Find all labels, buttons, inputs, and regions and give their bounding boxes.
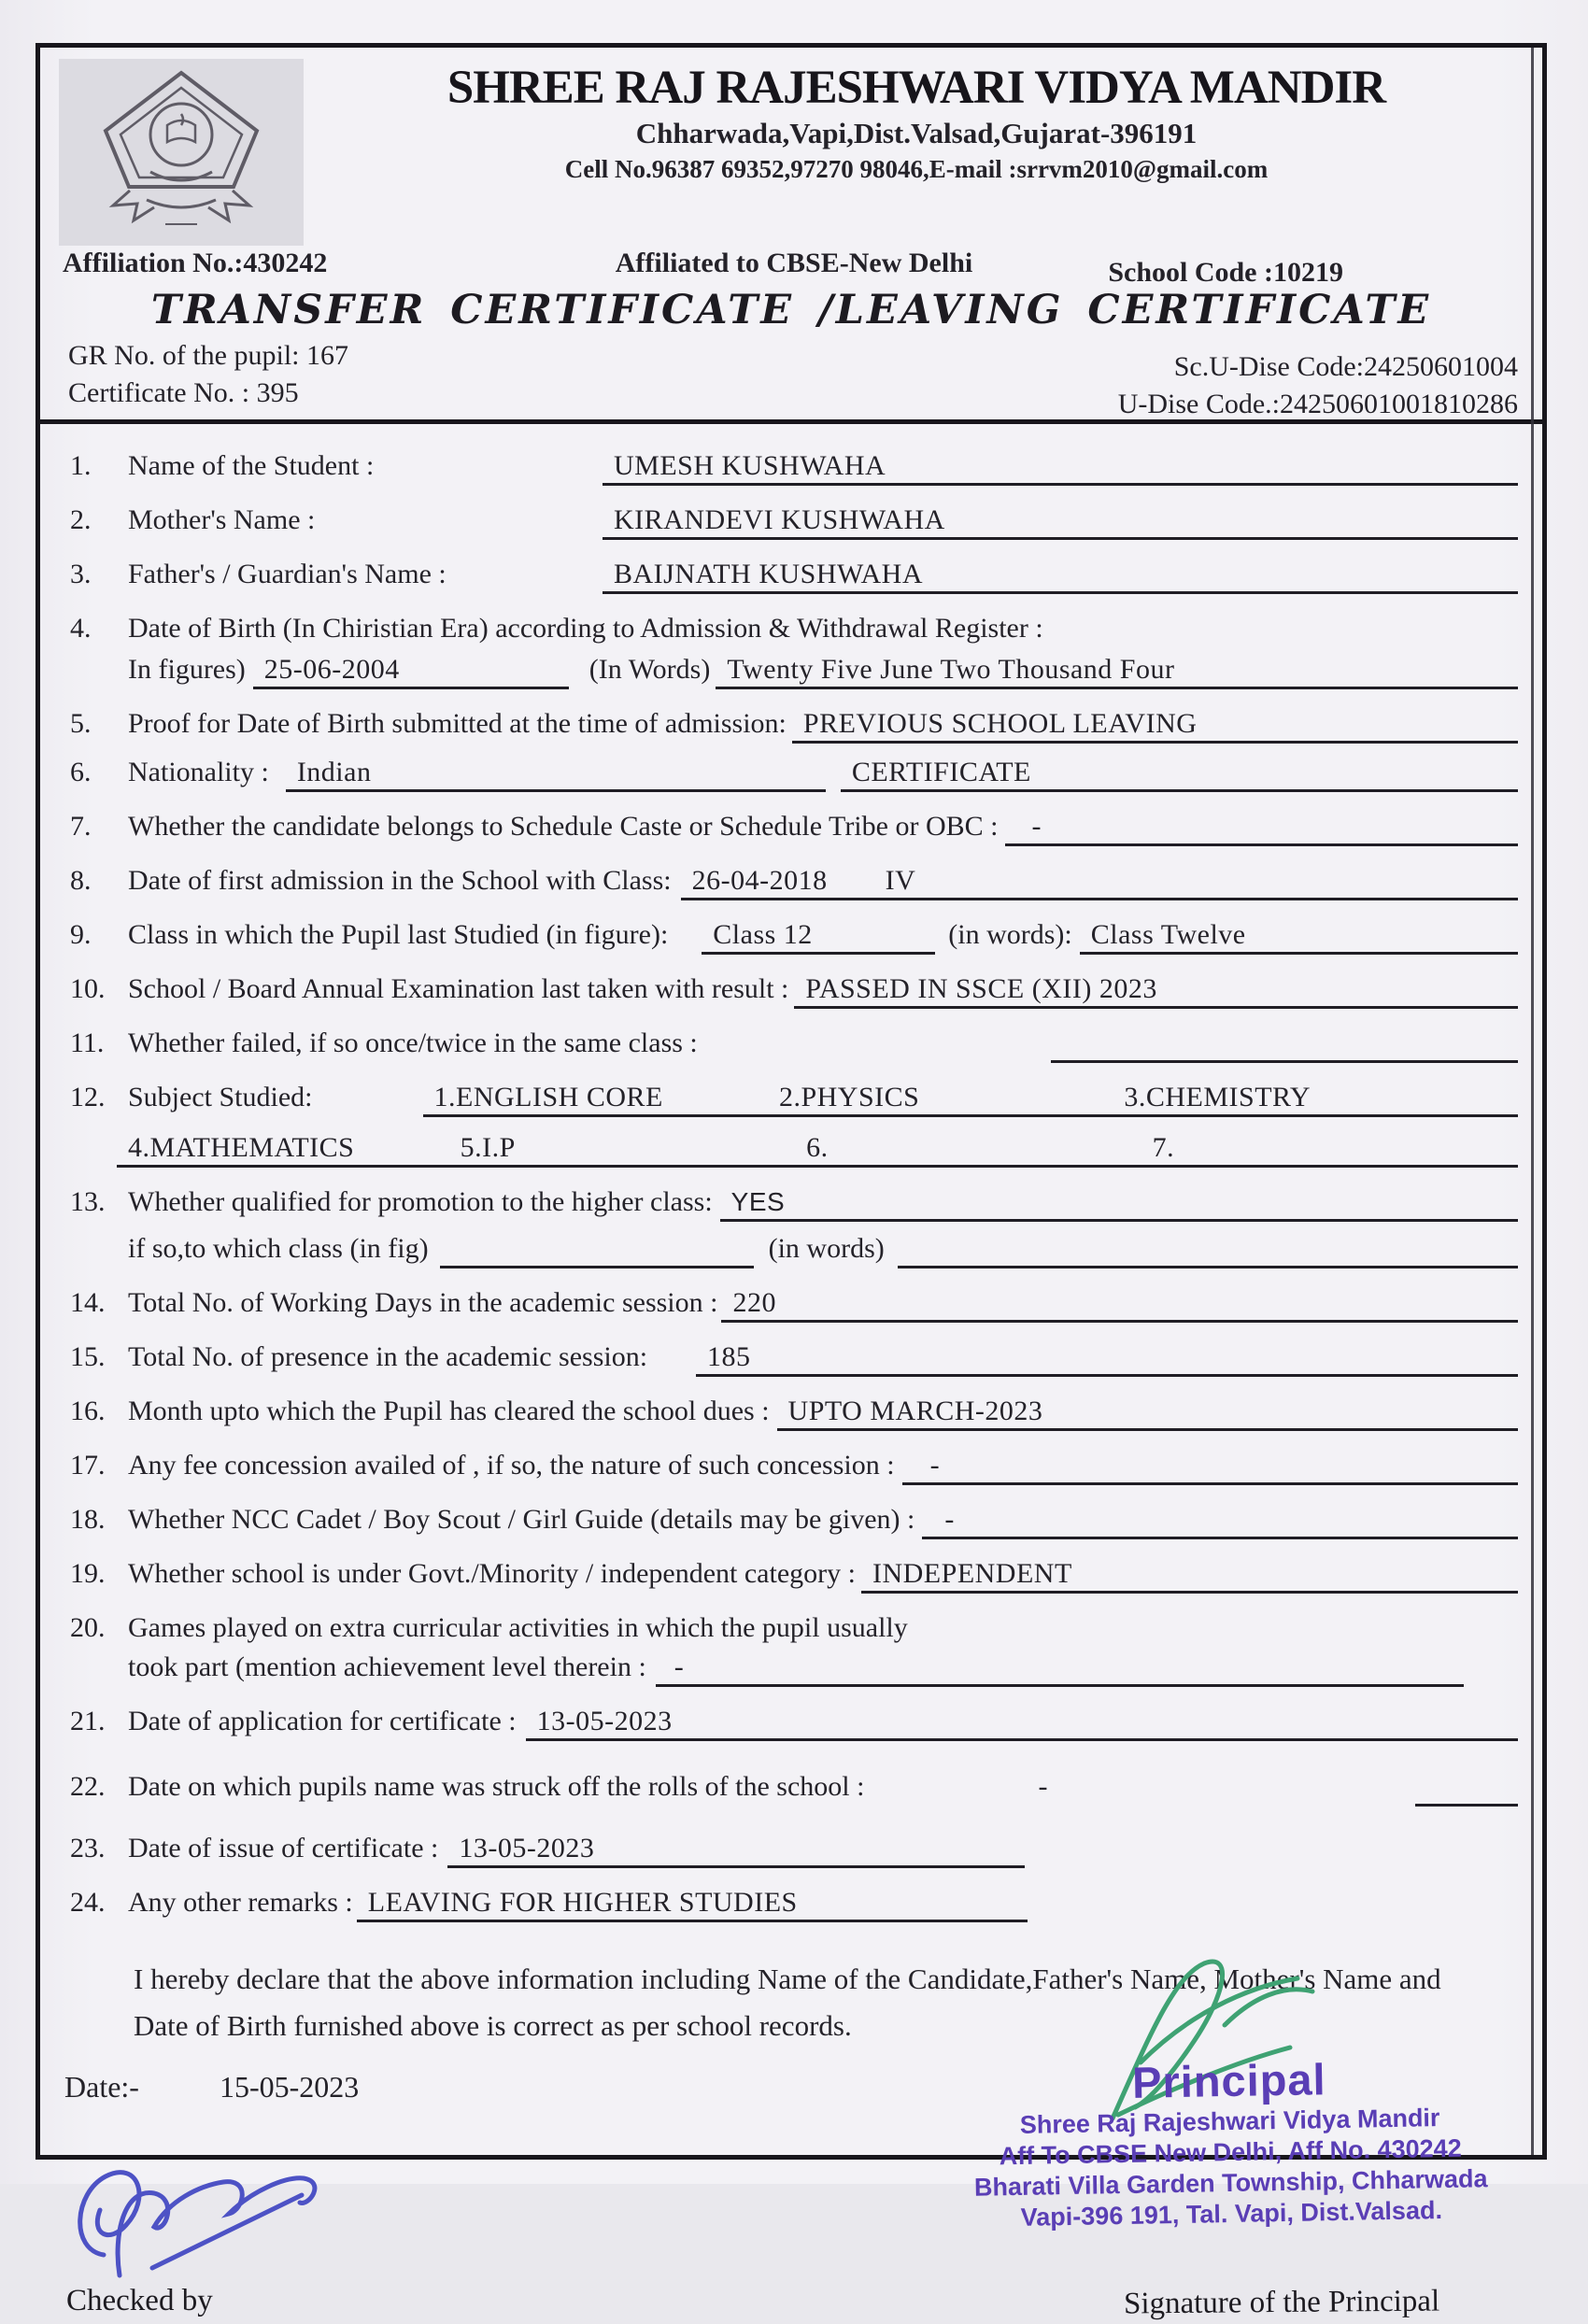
school-name: SHREE RAJ RAJESHWARI VIDYA MANDIR <box>447 62 1386 114</box>
udise-codes <box>1118 348 1518 423</box>
dob-proof-value: PREVIOUS SCHOOL LEAVING <box>802 708 1198 739</box>
field-underline <box>526 1706 1518 1741</box>
item-number: 7. <box>70 811 92 842</box>
field-struck-off-date <box>70 1771 1518 1807</box>
presence-days-value: 185 <box>707 1341 751 1372</box>
field-label: Date of Birth (In Chiristian Era) according to Admission & Withdrawal Register : <box>128 613 1043 644</box>
field-subjects-line1 <box>70 1082 1518 1117</box>
field-promotion-qualified <box>70 1186 1518 1222</box>
item-number: 20. <box>70 1612 106 1643</box>
struck-off-value: - <box>1038 1771 1048 1802</box>
field-underline <box>603 450 1518 486</box>
field-underline <box>447 1833 1025 1868</box>
field-underline <box>696 1341 1518 1377</box>
item-number: 8. <box>70 865 92 896</box>
field-sublabel: (In Words) <box>588 654 711 685</box>
sc-udise-code: Sc.U-Dise Code:24250601004 <box>1173 351 1518 382</box>
field-underline <box>702 919 935 955</box>
field-working-days <box>70 1287 1518 1323</box>
field-underline <box>253 654 569 689</box>
item-number: 5. <box>70 708 92 739</box>
stamp-affiliation: Aff To CBSE New Delhi, Aff No. 430242 <box>999 2133 1462 2171</box>
dob-figures-value: 25-06-2004 <box>263 654 400 685</box>
declaration-text: I hereby declare that the above information including Name of the Candidate,Father's Name, Mother's Name and Date of Birth furnished above is correct as per school records. <box>134 1963 1441 2042</box>
checker-signature <box>68 2145 376 2285</box>
school-address: Chharwada,Vapi,Dist.Valsad,Gujarat-396191 <box>635 117 1198 149</box>
field-application-date <box>70 1706 1518 1741</box>
promotion-value: YES <box>730 1187 786 1216</box>
field-label: Whether failed, if so once/twice in the same class : <box>128 1027 698 1058</box>
field-underline <box>1005 811 1518 846</box>
item-number: 4. <box>70 613 92 644</box>
field-date-of-birth <box>70 613 1518 648</box>
field-label: Mother's Name : <box>128 504 316 535</box>
subject-5: 5.I.P <box>460 1132 516 1163</box>
field-other-remarks <box>70 1887 1518 1922</box>
item-number: 3. <box>70 559 92 589</box>
field-label: Whether the candidate belongs to Schedule Caste or Schedule Tribe or OBC : <box>128 811 999 842</box>
field-promotion-class <box>70 1233 1518 1268</box>
affiliated-to: Affiliated to CBSE-New Delhi <box>615 248 973 278</box>
stamp-address-2: Vapi-396 191, Tal. Vapi, Dist.Valsad. <box>1020 2196 1443 2232</box>
field-sublabel: (in words): <box>948 919 1072 950</box>
nationality-value: Indian <box>296 757 372 787</box>
field-label: Father's / Guardian's Name : <box>128 559 447 589</box>
field-issue-date <box>70 1833 1518 1868</box>
field-underline <box>603 559 1518 594</box>
header <box>40 48 1542 246</box>
certificate-title: TRANSFER CERTIFICATE /LEAVING CERTIFICATE <box>150 287 1432 333</box>
stamp-address-1: Bharati Villa Garden Township, Chharwada <box>973 2164 1488 2202</box>
field-label: Nationality : <box>128 757 269 787</box>
item-number: 15. <box>70 1341 106 1372</box>
udise-code: U-Dise Code.:24250601001810286 <box>1117 389 1518 419</box>
checked-by-label: Checked by <box>66 2284 213 2317</box>
header-text <box>304 59 1529 246</box>
field-label: Games played on extra curricular activities in which the pupil usually <box>128 1612 908 1643</box>
field-label: Proof for Date of Birth submitted at the time of admission: <box>128 708 787 739</box>
field-label: Total No. of Working Days in the academic session : <box>128 1287 718 1318</box>
field-label: Any fee concession availed of , if so, the nature of such concession : <box>128 1450 895 1481</box>
item-number: 14. <box>70 1287 106 1318</box>
field-fee-concession <box>70 1450 1518 1485</box>
item-number: 13. <box>70 1186 106 1217</box>
admission-date-value: 26-04-2018 <box>691 865 828 896</box>
field-nationality <box>70 757 1518 792</box>
field-label: Whether NCC Cadet / Boy Scout / Girl Guide (details may be given) : <box>128 1504 915 1535</box>
working-days-value: 220 <box>732 1287 776 1318</box>
affiliation-row <box>40 248 1542 288</box>
date-value: 15-05-2023 <box>219 2070 360 2104</box>
field-label: Whether qualified for promotion to the higher class: <box>128 1186 713 1217</box>
certificate-border <box>35 43 1547 2321</box>
item-number: 16. <box>70 1396 106 1426</box>
school-logo <box>59 59 304 246</box>
field-presence-days <box>70 1341 1518 1377</box>
subject-3: 3.CHEMISTRY <box>1124 1082 1312 1112</box>
field-student-name <box>70 450 1518 486</box>
field-label: Class in which the Pupil last Studied (in figure): <box>128 919 669 950</box>
field-father-name <box>70 559 1518 594</box>
field-underline <box>861 1558 1518 1594</box>
application-date-value: 13-05-2023 <box>536 1706 673 1736</box>
field-underline <box>681 865 1518 900</box>
field-label: Name of the Student : <box>128 450 375 481</box>
item-number: 10. <box>70 973 106 1004</box>
fee-concession-value: - <box>929 1450 941 1481</box>
certificate-number: Certificate No. : 395 <box>68 377 299 408</box>
dob-proof-value-line2: CERTIFICATE <box>851 757 1031 787</box>
field-underline <box>841 757 1518 792</box>
inner-border-line <box>1531 48 1534 2155</box>
stamp-school-name: Shree Raj Rajeshwari Vidya Mandir <box>1019 2104 1440 2139</box>
field-underline <box>423 1082 1519 1117</box>
field-label: Date on which pupils name was struck off the rolls of the school : <box>128 1771 865 1802</box>
category-value: INDEPENDENT <box>872 1558 1072 1589</box>
field-underline <box>720 1186 1518 1222</box>
item-number: 17. <box>70 1450 106 1481</box>
field-underline <box>922 1504 1518 1539</box>
ncc-value: - <box>944 1504 955 1535</box>
certificate-fields <box>40 424 1542 1922</box>
field-underline <box>286 757 826 792</box>
field-dob-proof <box>70 708 1518 744</box>
field-subjects-line2 <box>70 1132 1518 1168</box>
registration-row <box>40 333 1542 419</box>
field-underline <box>656 1651 1464 1687</box>
item-number: 12. <box>70 1082 106 1112</box>
field-whether-failed <box>70 1027 1518 1063</box>
item-number: 19. <box>70 1558 106 1589</box>
gr-certificate-numbers <box>68 337 348 412</box>
field-value: UMESH KUSHWAHA <box>614 450 886 481</box>
field-date-of-birth-values <box>70 654 1518 689</box>
field-ncc-scout <box>70 1504 1518 1539</box>
field-value: BAIJNATH KUSHWAHA <box>614 559 923 589</box>
field-sublabel: took part (mention achievement level therein : <box>128 1651 646 1682</box>
item-number: 9. <box>70 919 92 950</box>
field-underline <box>898 1233 1518 1268</box>
subject-1: 1.ENGLISH CORE <box>433 1082 663 1112</box>
games-value: - <box>673 1651 685 1682</box>
school-emblem-icon <box>74 67 289 237</box>
item-number: 1. <box>70 450 92 481</box>
field-mother-name <box>70 504 1518 540</box>
subject-7: 7. <box>1152 1132 1175 1163</box>
subject-4: 4.MATHEMATICS <box>128 1132 355 1163</box>
item-number: 2. <box>70 504 92 535</box>
date-label: Date:- <box>64 2070 139 2104</box>
dob-words-value: Twenty Five June Two Thousand Four <box>727 654 1175 685</box>
field-underline <box>1415 1771 1518 1807</box>
field-underline <box>117 1132 1518 1168</box>
field-sublabel: In figures) <box>128 654 246 685</box>
field-underline <box>792 708 1518 744</box>
field-label: Date of first admission in the School with Class: <box>128 865 672 896</box>
school-code: School Code :10219 <box>1108 257 1343 288</box>
footer <box>40 2054 1542 2324</box>
examination-value: PASSED IN SSCE (XII) 2023 <box>805 973 1157 1004</box>
field-games-line1 <box>70 1612 1518 1648</box>
field-sublabel: if so,to which class (in fig) <box>128 1233 429 1264</box>
subject-6: 6. <box>806 1132 829 1163</box>
affiliation-number: Affiliation No.:430242 <box>63 248 328 278</box>
class-figure-value: Class 12 <box>713 919 813 950</box>
subject-2: 2.PHYSICS <box>778 1082 920 1112</box>
field-label: Whether school is under Govt./Minority / independent category : <box>128 1558 856 1589</box>
field-underline <box>794 973 1518 1009</box>
field-label: Subject Studied: <box>128 1082 313 1112</box>
item-number: 11. <box>70 1027 105 1058</box>
item-number: 18. <box>70 1504 106 1535</box>
field-underline <box>777 1396 1518 1431</box>
item-number: 6. <box>70 757 92 787</box>
field-school-category <box>70 1558 1518 1594</box>
gr-number: GR No. of the pupil: 167 <box>68 340 348 371</box>
field-underline <box>721 1287 1518 1323</box>
principal-signature-caption: Signature of the Principal <box>1123 2284 1440 2321</box>
field-underline <box>902 1450 1518 1485</box>
item-number: 22. <box>70 1771 106 1802</box>
field-underline <box>440 1233 754 1268</box>
field-caste-category <box>70 811 1518 846</box>
field-underline <box>357 1887 1028 1922</box>
item-number: 24. <box>70 1887 106 1918</box>
field-first-admission <box>70 865 1518 900</box>
remarks-value: LEAVING FOR HIGHER STUDIES <box>367 1887 798 1918</box>
field-underline <box>1051 1027 1518 1063</box>
admission-class-value: IV <box>885 865 916 896</box>
field-label: Date of issue of certificate : <box>128 1833 439 1863</box>
class-words-value: Class Twelve <box>1090 919 1246 950</box>
school-contact: Cell No.96387 69352,97270 98046,E-mail :srrvm2010@gmail.com <box>564 155 1269 183</box>
field-last-examination <box>70 973 1518 1009</box>
field-sublabel: (in words) <box>768 1233 885 1264</box>
field-games-line2 <box>70 1651 1518 1687</box>
field-underline <box>1080 919 1518 955</box>
dues-value: UPTO MARCH-2023 <box>787 1396 1043 1426</box>
field-label: Any other remarks : <box>128 1887 353 1918</box>
field-dues-cleared <box>70 1396 1518 1431</box>
stamp-title: Principal <box>1131 2054 1327 2107</box>
field-label: School / Board Annual Examination last taken with result : <box>128 973 789 1004</box>
field-underline <box>716 654 1518 689</box>
field-label: Total No. of presence in the academic session: <box>128 1341 648 1372</box>
field-label: Date of application for certificate : <box>128 1706 517 1736</box>
field-class-last-studied <box>70 919 1518 955</box>
issue-date-value: 13-05-2023 <box>459 1833 595 1863</box>
field-underline <box>603 504 1518 540</box>
caste-value: - <box>1031 811 1042 842</box>
field-value: KIRANDEVI KUSHWAHA <box>614 504 945 535</box>
item-number: 23. <box>70 1833 106 1863</box>
item-number: 21. <box>70 1706 106 1736</box>
field-label: Month upto which the Pupil has cleared the school dues : <box>128 1396 770 1426</box>
principal-stamp <box>948 2050 1511 2234</box>
